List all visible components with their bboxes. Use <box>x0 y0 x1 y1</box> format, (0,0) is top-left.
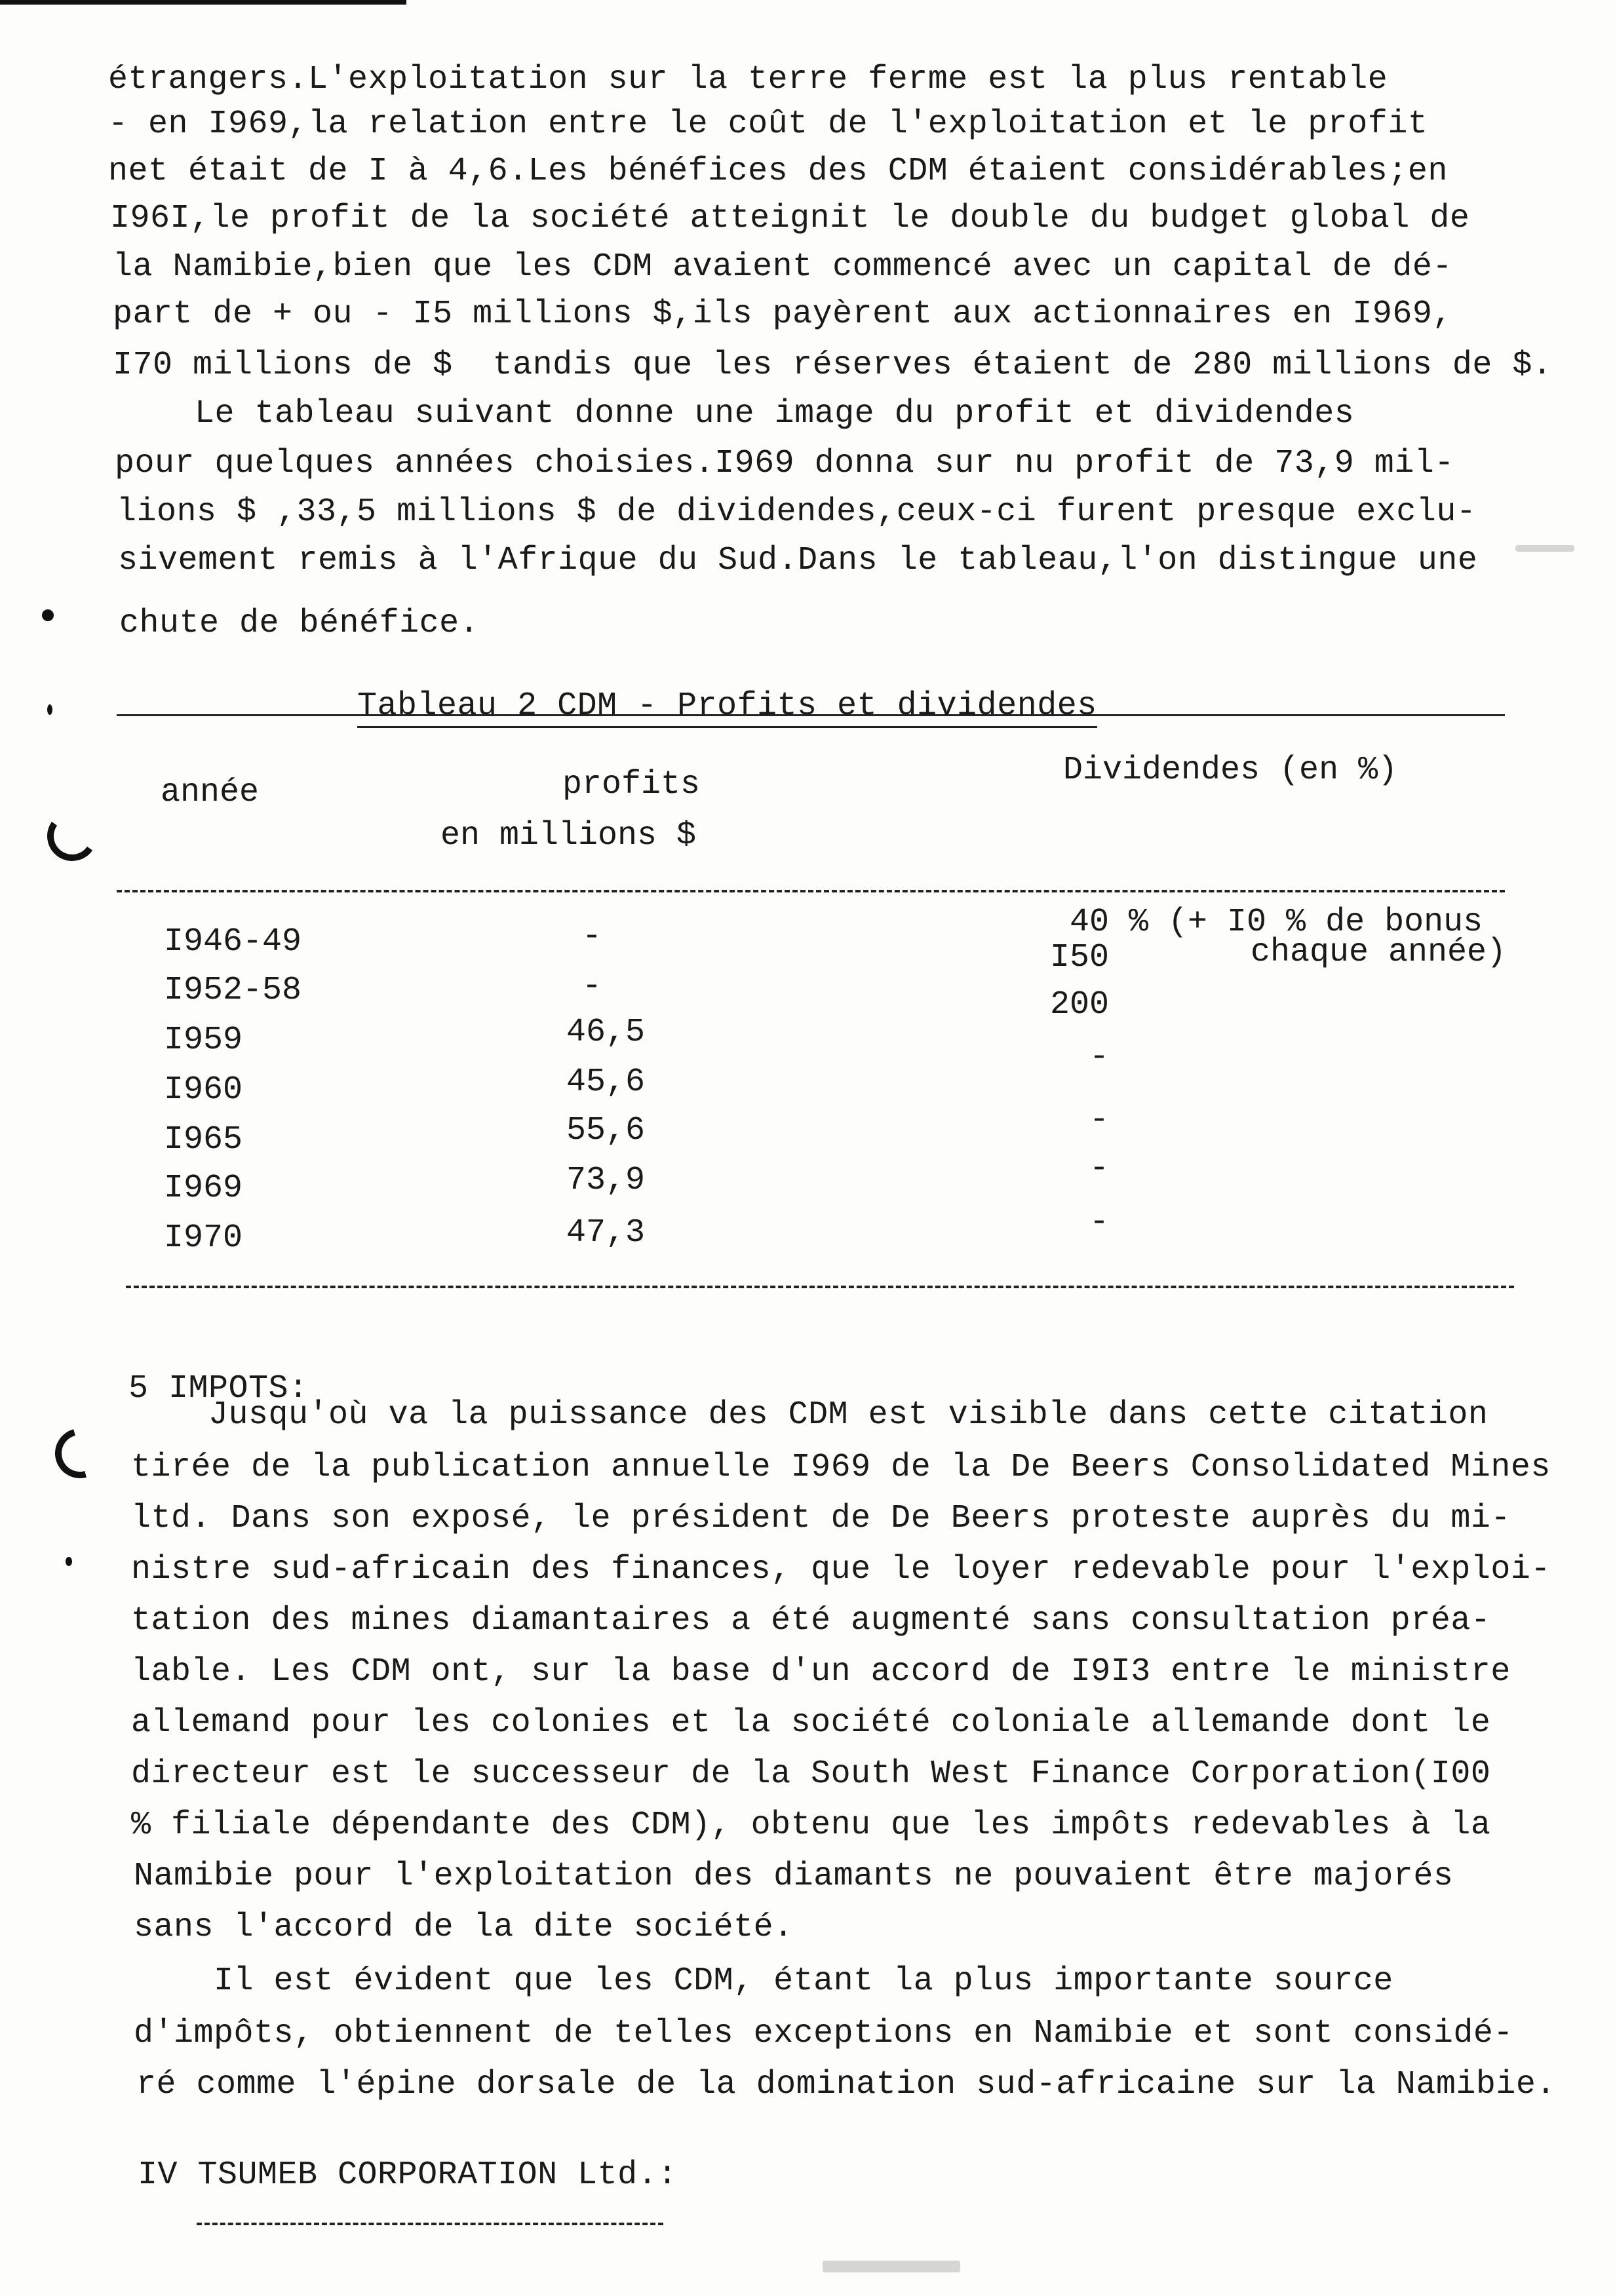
row-dividend: - <box>1089 1204 1110 1241</box>
row-profit: - <box>582 968 602 1005</box>
row-profit: - <box>582 918 602 955</box>
table-top-rule <box>117 714 1505 716</box>
row-year: I952-58 <box>164 972 302 1009</box>
row-year: I960 <box>164 1071 243 1109</box>
row-year: I965 <box>164 1121 243 1158</box>
row-dividend: 40 % (+ I0 % de bonus <box>1070 904 1483 941</box>
text-line: lions $ ,33,5 millions $ de dividendes,ceux-ci furent presque exclu- <box>117 493 1477 531</box>
text-line: - en I969,la relation entre le coût de l'exploitation et le profit <box>108 105 1428 143</box>
row-profit: 73,9 <box>566 1162 646 1199</box>
row-year: I970 <box>164 1219 243 1257</box>
row-profit: 46,5 <box>566 1014 646 1051</box>
text-line: pour quelques années choisies.I969 donna sur nu profit de 73,9 mil- <box>115 445 1454 482</box>
scan-smudge <box>823 2261 960 2272</box>
header-profits-unit: en millions $ <box>440 817 697 854</box>
row-dividend: I50 <box>1050 939 1110 976</box>
text-line: ré comme l'épine dorsale de la domination sud-africaine sur la Namibie. <box>136 2066 1556 2103</box>
text-line: Il est évident que les CDM, étant la plus importante source <box>134 1962 1393 2000</box>
header-year: année <box>161 774 260 811</box>
text-line: part de + ou - I5 millions $,ils payèrent aux actionnaires en I969, <box>113 296 1452 333</box>
section-heading: 5 IMPOTS: <box>128 1370 309 1407</box>
header-profits: profits <box>562 766 701 803</box>
text-line: tation des mines diamantaires a été augmenté sans consultation préa- <box>131 1602 1491 1639</box>
text-line: ltd. Dans son exposé, le président de De Beers proteste auprès du mi- <box>131 1500 1511 1537</box>
text-line: étrangers.L'exploitation sur la terre ferme est la plus rentable <box>108 61 1388 98</box>
row-profit: 47,3 <box>566 1214 646 1252</box>
text-line: nistre sud-africain des finances, que le loyer redevable pour l'exploi- <box>131 1551 1551 1588</box>
row-dividend: - <box>1089 1039 1110 1076</box>
text-line: I96I,le profit de la société atteignit le double du budget global de <box>110 200 1470 237</box>
scan-dot <box>66 1557 72 1566</box>
top-edge-rule <box>0 0 406 5</box>
row-profit: 45,6 <box>566 1063 646 1101</box>
text-line: directeur est le successeur de la South West Finance Corporation(I00 <box>131 1755 1491 1793</box>
row-year: I969 <box>164 1170 243 1207</box>
text-line: la Namibie,bien que les CDM avaient commencé avec un capital de dé- <box>113 248 1452 286</box>
text-line: lable. Les CDM ont, sur la base d'un accord de I9I3 entre le ministre <box>131 1653 1511 1691</box>
text-line: I70 millions de $ tandis que les réserves étaient de 280 millions de $. <box>113 347 1553 384</box>
row-year: I946-49 <box>164 923 302 961</box>
binder-hole-mark <box>43 807 101 865</box>
text-line: sivement remis à l'Afrique du Sud.Dans le tableau,l'on distingue une <box>118 542 1478 579</box>
text-line: sans l'accord de la dite société. <box>134 1909 794 1946</box>
text-line: chute de bénéfice. <box>119 605 480 642</box>
table-title <box>237 647 1097 765</box>
row-dividend: - <box>1089 1150 1110 1187</box>
text-line: % filiale dépendante des CDM), obtenu que les impôts redevables à la <box>131 1807 1491 1844</box>
row-year: I959 <box>164 1022 243 1059</box>
table-title-text: Tableau 2 CDM - Profits et dividendes <box>357 687 1097 728</box>
section-heading: IV TSUMEB CORPORATION Ltd.: <box>138 2156 678 2194</box>
table-bottom-rule <box>126 1286 1514 1288</box>
text-line: allemand pour les colonies et la société coloniale allemande dont le <box>131 1704 1491 1742</box>
text-line: Jusqu'où va la puissance des CDM est visible dans cette citation <box>128 1396 1489 1434</box>
text-line: d'impôts, obtiennent de telles exceptions en Namibie et sont considé- <box>134 2015 1513 2052</box>
binder-hole-mark <box>46 1419 114 1487</box>
row-dividend: 200 <box>1050 986 1110 1024</box>
text-line: Le tableau suivant donne une image du profit et dividendes <box>115 395 1355 432</box>
section-heading-underline <box>197 2223 663 2225</box>
scan-smudge <box>1515 545 1574 552</box>
header-dividends: Dividendes (en %) <box>1063 752 1398 789</box>
row-dividend: - <box>1089 1101 1110 1139</box>
text-line: tirée de la publication annuelle I969 de la De Beers Consolidated Mines <box>131 1449 1551 1486</box>
text-line: net était de I à 4,6.Les bénéfices des CDM étaient considérables;en <box>108 153 1448 190</box>
scan-dot <box>47 704 52 715</box>
table-header-rule <box>117 890 1505 892</box>
row-profit: 55,6 <box>566 1112 646 1149</box>
scan-dot <box>42 609 54 621</box>
text-line: Namibie pour l'exploitation des diamants ne pouvaient être majorés <box>134 1858 1454 1895</box>
row-dividend-note: chaque année) <box>1251 934 1507 971</box>
